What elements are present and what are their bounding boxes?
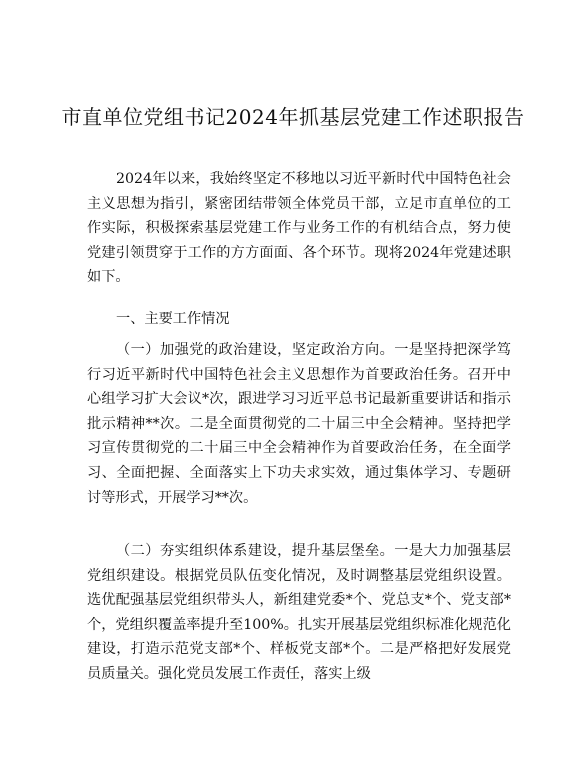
section-heading: 一、主要工作情况 (116, 311, 230, 327)
document-title: 市直单位党组书记2024年抓基层党建工作述职报告 (61, 105, 525, 129)
intro-paragraph: 2024年以来，我始终坚定不移地以习近平新时代中国特色社会主义思想为指引，紧密团结带领全体党员干部，立足市直单位的工作实际，积极探索基层党建工作与业务工作的有机结合点，努力使党建引领贯穿于工作的方方面面、各个环节。现将2024年党建述职如下。 (87, 171, 511, 286)
body-paragraph-political: （一）加强党的政治建设，坚定政治方向。一是坚持把深学笃行习近平新时代中国特色社会主义思想作为首要政治任务。召开中心组学习扩大会议*次，跟进学习习近平总书记最新重要讲话和指示批示精神**次。二是全面贯彻党的二十届三中全会精神。坚持把学习宣传贯彻党的二十届三中全会精神作为首要政治任务，在全面学习、全面把握、全面落实上下功夫求实效，通过集体学习、专题研讨等形式，开展学习**次。 (87, 342, 511, 506)
body-paragraph-organization: （二）夯实组织体系建设，提升基层堡垒。一是大力加强基层党组织建设。根据党员队伍变化情况，及时调整基层党组织设置。选优配强基层党组织带头人，新组建党委*个、党总支*个、党支部*个，党组织覆盖率提升至100%。扎实开展基层党组织标准化规范化建设，打造示范党支部*个、样板党支部*个。二是严格把好发展党员质量关。强化党员发展工作责任，落实上级 (87, 543, 511, 682)
